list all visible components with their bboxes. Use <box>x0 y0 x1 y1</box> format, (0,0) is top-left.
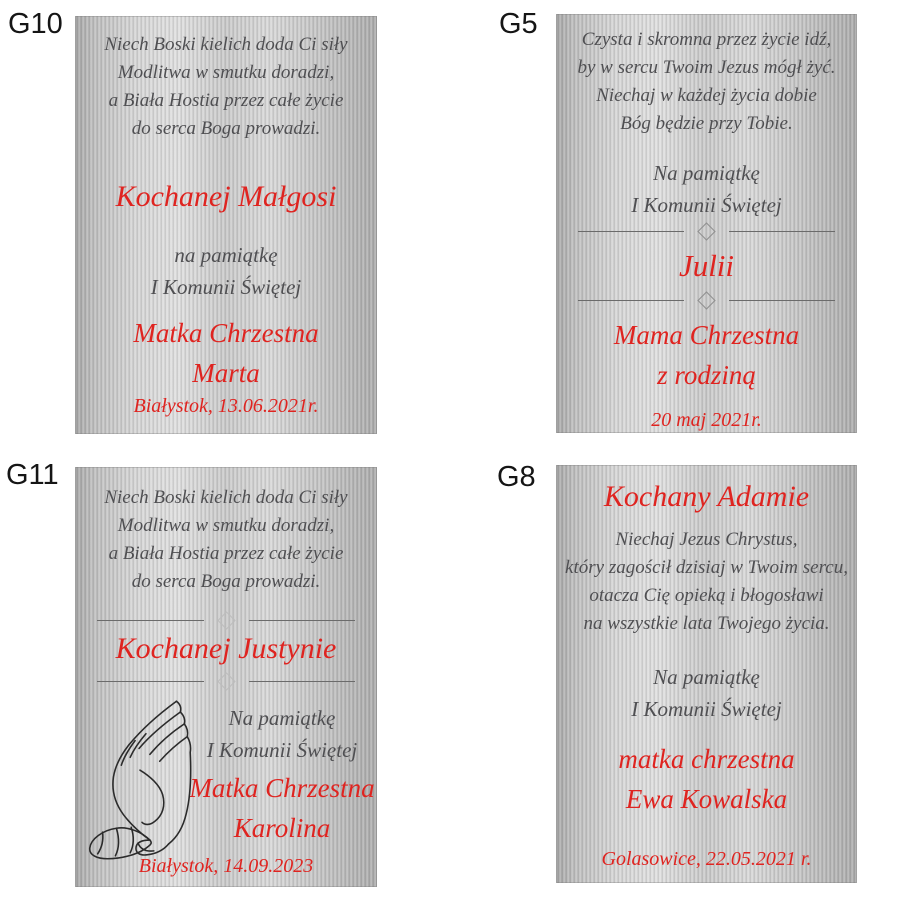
dedication-text: Kochanej Małgosi <box>115 180 337 213</box>
poem-line: a Biała Hostia przez całe życie <box>108 90 344 111</box>
giver-name: Karolina <box>233 813 331 843</box>
ornament-divider <box>578 294 835 307</box>
product-code-label-g5: G5 <box>499 8 538 40</box>
product-code-label-g8: G8 <box>497 461 536 493</box>
divider-line <box>249 681 356 682</box>
occasion <box>556 157 857 221</box>
occasion-line: Na pamiątkę <box>653 665 760 689</box>
occasion-line: I Komunii Świętej <box>631 193 782 217</box>
poem-line: Niech Boski kielich doda Ci siły <box>104 487 348 508</box>
poem-line: Modlitwa w smutku doradzi, <box>117 515 335 536</box>
giver <box>556 315 857 395</box>
poem-line: Bóg będzie przy Tobie. <box>620 113 793 134</box>
giver-line: Matka Chrzestna <box>133 318 319 348</box>
date-text: Białystok, 14.09.2023 <box>138 855 314 877</box>
giver <box>556 739 857 819</box>
divider-line <box>97 681 204 682</box>
giver-line: matka chrzestna <box>618 744 795 774</box>
ornament-divider <box>578 225 835 238</box>
poem-line: Niechaj Jezus Chrystus, <box>615 529 798 550</box>
date-text: Golasowice, 22.05.2021 r. <box>601 848 812 870</box>
dedication-text: Kochany Adamie <box>603 480 810 513</box>
occasion-line: Na pamiątkę <box>228 706 336 730</box>
poem <box>75 31 377 143</box>
giver-line: z rodziną <box>657 360 756 390</box>
giver-line: Mama Chrzestna <box>613 320 800 350</box>
occasion-line: I Komunii Świętej <box>206 738 358 762</box>
poem <box>556 526 857 638</box>
praying-hands-icon <box>77 695 205 863</box>
plaque-g5 <box>556 14 857 433</box>
giver-name: Ewa Kowalska <box>625 784 788 814</box>
product-code-label-g11: G11 <box>6 459 59 491</box>
divider-line <box>729 231 835 232</box>
ornament-divider <box>97 675 355 688</box>
poem-line: Niech Boski kielich doda Ci siły <box>104 34 348 55</box>
product-code-label-g10: G10 <box>8 8 63 40</box>
diamond-ornament-icon <box>217 672 235 690</box>
diamond-ornament-icon <box>697 222 715 240</box>
poem-line: na wszystkie lata Twojego życia. <box>583 613 830 634</box>
date-text: Białystok, 13.06.2021r. <box>133 395 319 417</box>
divider-line <box>729 300 835 301</box>
poem-line: który zagościł dzisiaj w Twoim sercu, <box>565 557 848 578</box>
poem-line: Czysta i skromna przez życie idź, <box>581 29 832 50</box>
diamond-ornament-icon <box>697 291 715 309</box>
divider-line <box>578 300 684 301</box>
occasion-line: I Komunii Świętej <box>631 697 782 721</box>
occasion-line: Na pamiątkę <box>653 161 760 185</box>
giver <box>187 768 377 848</box>
giver-line: Matka Chrzestna <box>189 773 375 803</box>
plaque-g10 <box>75 16 377 434</box>
occasion <box>75 239 377 303</box>
divider-line <box>578 231 684 232</box>
giver <box>75 313 377 393</box>
occasion-line: I Komunii Świętej <box>150 275 302 299</box>
recipient-name: Julii <box>678 248 735 283</box>
poem <box>75 484 377 596</box>
poem-line: by w sercu Twoim Jezus mógł żyć. <box>577 57 836 78</box>
giver-name: Marta <box>192 358 260 388</box>
poem-line: do serca Boga prowadzi. <box>131 118 321 139</box>
divider-line <box>249 620 356 621</box>
occasion <box>556 661 857 725</box>
dedication-text: Kochanej Justynie <box>115 632 337 665</box>
date-text: 20 maj 2021r. <box>651 409 762 431</box>
poem-line: Modlitwa w smutku doradzi, <box>117 62 335 83</box>
ornament-divider <box>97 614 355 627</box>
poem-line: Niechaj w każdej życia dobie <box>596 85 817 106</box>
divider-line <box>97 620 204 621</box>
poem-line: do serca Boga prowadzi. <box>131 571 321 592</box>
poem-line: a Biała Hostia przez całe życie <box>108 543 344 564</box>
poem-line: otacza Cię opieką i błogosławi <box>589 585 824 606</box>
occasion-line: na pamiątkę <box>174 243 278 267</box>
plaque-g8 <box>556 465 857 883</box>
poem <box>556 26 857 138</box>
occasion <box>187 702 377 766</box>
plaque-g11 <box>75 467 377 887</box>
